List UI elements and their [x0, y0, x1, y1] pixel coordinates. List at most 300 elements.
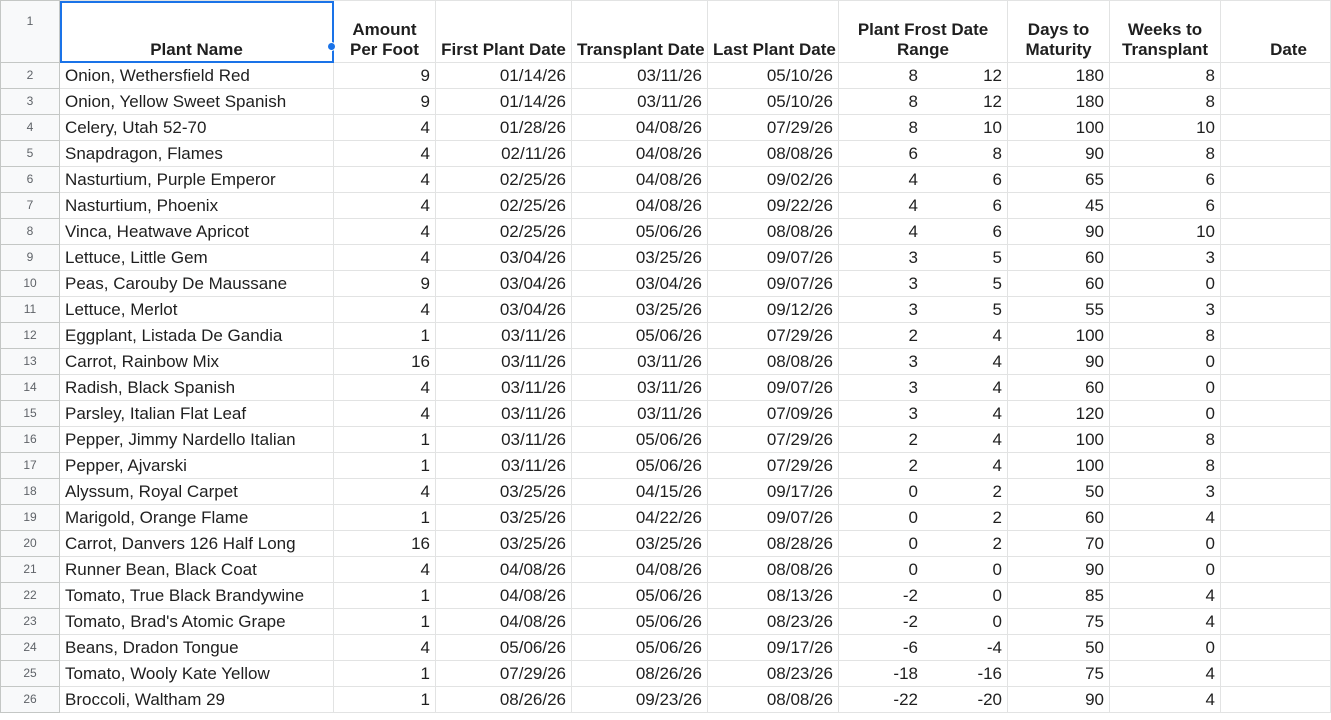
date-cell-empty[interactable]	[1221, 583, 1331, 609]
last-plant-date-cell[interactable]: 09/17/26	[708, 479, 839, 505]
weeks-to-transplant-cell[interactable]: 3	[1110, 479, 1221, 505]
table-row	[1, 115, 1331, 141]
days-to-maturity-cell[interactable]: 100	[1008, 427, 1110, 453]
row-number[interactable]: 19	[1, 505, 60, 531]
weeks-to-transplant-cell[interactable]: 10	[1110, 219, 1221, 245]
days-to-maturity-cell[interactable]: 55	[1008, 297, 1110, 323]
frost-range-end-cell[interactable]: 5	[924, 245, 1008, 271]
last-plant-date-cell[interactable]: 08/08/26	[708, 557, 839, 583]
date-cell-empty[interactable]	[1221, 453, 1331, 479]
frost-range-start-cell[interactable]: 8	[839, 115, 924, 141]
table-row	[1, 375, 1331, 401]
weeks-to-transplant-cell[interactable]: 8	[1110, 89, 1221, 115]
weeks-to-transplant-cell[interactable]: 4	[1110, 687, 1221, 713]
date-cell-empty[interactable]	[1221, 635, 1331, 661]
amount-per-foot-cell[interactable]: 4	[334, 557, 436, 583]
amount-per-foot-cell[interactable]: 4	[334, 479, 436, 505]
plant-name-cell[interactable]: Tomato, Brad's Atomic Grape	[60, 609, 334, 635]
plant-name-cell[interactable]: Radish, Black Spanish	[60, 375, 334, 401]
days-to-maturity-cell[interactable]: 60	[1008, 375, 1110, 401]
amount-per-foot-cell[interactable]: 4	[334, 115, 436, 141]
row-number[interactable]: 24	[1, 635, 60, 661]
row-number[interactable]: 25	[1, 661, 60, 687]
amount-per-foot-cell[interactable]: 4	[334, 141, 436, 167]
last-plant-date-cell[interactable]: 07/29/26	[708, 427, 839, 453]
days-to-maturity-cell[interactable]: 75	[1008, 609, 1110, 635]
transplant-date-cell[interactable]: 04/08/26	[572, 167, 708, 193]
frost-range-end-cell[interactable]: 0	[924, 583, 1008, 609]
weeks-to-transplant-cell[interactable]: 0	[1110, 635, 1221, 661]
frost-range-end-cell[interactable]: -20	[924, 687, 1008, 713]
first-plant-date-cell[interactable]: 01/28/26	[436, 115, 572, 141]
row-number[interactable]: 23	[1, 609, 60, 635]
first-plant-date-cell[interactable]: 02/25/26	[436, 219, 572, 245]
row-number[interactable]: 22	[1, 583, 60, 609]
plant-name-cell[interactable]: Eggplant, Listada De Gandia	[60, 323, 334, 349]
plant-name-cell[interactable]: Alyssum, Royal Carpet	[60, 479, 334, 505]
plant-name-cell[interactable]: Lettuce, Merlot	[60, 297, 334, 323]
plant-name-cell[interactable]: Onion, Yellow Sweet Spanish	[60, 89, 334, 115]
table-row	[1, 193, 1331, 219]
frost-range-end-cell[interactable]: 6	[924, 193, 1008, 219]
header-line: Amount	[352, 20, 417, 39]
transplant-date-cell[interactable]: 05/06/26	[572, 635, 708, 661]
amount-per-foot-cell[interactable]: 1	[334, 453, 436, 479]
amount-per-foot-cell[interactable]: 4	[334, 193, 436, 219]
row-number[interactable]: 15	[1, 401, 60, 427]
amount-per-foot-cell[interactable]: 1	[334, 583, 436, 609]
days-to-maturity-cell[interactable]: 85	[1008, 583, 1110, 609]
frost-range-end-cell[interactable]: 0	[924, 609, 1008, 635]
frost-range-end-cell[interactable]: 4	[924, 401, 1008, 427]
transplant-date-cell[interactable]: 05/06/26	[572, 583, 708, 609]
frost-range-start-cell[interactable]: 4	[839, 167, 924, 193]
days-to-maturity-cell[interactable]: 90	[1008, 141, 1110, 167]
days-to-maturity-cell[interactable]: 100	[1008, 323, 1110, 349]
frost-range-start-cell[interactable]: 6	[839, 141, 924, 167]
first-plant-date-cell[interactable]: 03/11/26	[436, 323, 572, 349]
table-row	[1, 687, 1331, 713]
plant-name-cell[interactable]: Pepper, Ajvarski	[60, 453, 334, 479]
transplant-date-cell[interactable]: 05/06/26	[572, 219, 708, 245]
first-plant-date-cell[interactable]: 04/08/26	[436, 583, 572, 609]
plant-name-cell[interactable]: Tomato, True Black Brandywine	[60, 583, 334, 609]
weeks-to-transplant-cell[interactable]: 3	[1110, 245, 1221, 271]
frost-range-end-cell[interactable]: 10	[924, 115, 1008, 141]
row-number[interactable]: 12	[1, 323, 60, 349]
header-cell-plant-frost-date-range[interactable]	[839, 1, 1008, 63]
amount-per-foot-cell[interactable]: 4	[334, 167, 436, 193]
frost-range-start-cell[interactable]: 2	[839, 427, 924, 453]
row-number[interactable]: 16	[1, 427, 60, 453]
frost-range-start-cell[interactable]: 4	[839, 193, 924, 219]
date-cell-empty[interactable]	[1221, 427, 1331, 453]
weeks-to-transplant-cell[interactable]: 4	[1110, 583, 1221, 609]
frost-range-start-cell[interactable]: 3	[839, 375, 924, 401]
date-cell-empty[interactable]	[1221, 531, 1331, 557]
frost-range-end-cell[interactable]: 5	[924, 297, 1008, 323]
days-to-maturity-cell[interactable]: 90	[1008, 687, 1110, 713]
date-cell-empty[interactable]	[1221, 167, 1331, 193]
frost-range-end-cell[interactable]: 2	[924, 505, 1008, 531]
last-plant-date-cell[interactable]: 09/17/26	[708, 635, 839, 661]
last-plant-date-cell[interactable]: 08/08/26	[708, 219, 839, 245]
days-to-maturity-cell[interactable]: 65	[1008, 167, 1110, 193]
amount-per-foot-cell[interactable]: 4	[334, 297, 436, 323]
first-plant-date-cell[interactable]: 03/11/26	[436, 375, 572, 401]
plant-name-cell[interactable]: Snapdragon, Flames	[60, 141, 334, 167]
plant-name-cell[interactable]: Pepper, Jimmy Nardello Italian	[60, 427, 334, 453]
frost-range-end-cell[interactable]: 4	[924, 323, 1008, 349]
table-row	[1, 63, 1331, 89]
weeks-to-transplant-cell[interactable]: 6	[1110, 167, 1221, 193]
frost-range-start-cell[interactable]: 3	[839, 245, 924, 271]
days-to-maturity-cell[interactable]: 100	[1008, 453, 1110, 479]
frost-range-end-cell[interactable]: -4	[924, 635, 1008, 661]
last-plant-date-cell[interactable]: 09/07/26	[708, 245, 839, 271]
amount-per-foot-cell[interactable]: 1	[334, 661, 436, 687]
table-row	[1, 297, 1331, 323]
last-plant-date-cell[interactable]: 08/08/26	[708, 687, 839, 713]
last-plant-date-cell[interactable]: 07/29/26	[708, 453, 839, 479]
header-cell-last-plant-date[interactable]: Last Plant Date	[708, 1, 839, 63]
row-number[interactable]: 18	[1, 479, 60, 505]
weeks-to-transplant-cell[interactable]: 4	[1110, 505, 1221, 531]
amount-per-foot-cell[interactable]: 1	[334, 323, 436, 349]
frost-range-start-cell[interactable]: -22	[839, 687, 924, 713]
header-cell-first-plant-date[interactable]: First Plant Date	[436, 1, 572, 63]
last-plant-date-cell[interactable]: 07/29/26	[708, 115, 839, 141]
last-plant-date-cell[interactable]: 09/02/26	[708, 167, 839, 193]
last-plant-date-cell[interactable]: 09/22/26	[708, 193, 839, 219]
row-number[interactable]: 3	[1, 89, 60, 115]
weeks-to-transplant-cell[interactable]: 0	[1110, 401, 1221, 427]
first-plant-date-cell[interactable]: 07/29/26	[436, 661, 572, 687]
first-plant-date-cell[interactable]: 03/25/26	[436, 479, 572, 505]
frost-range-start-cell[interactable]: 3	[839, 349, 924, 375]
date-cell-empty[interactable]	[1221, 479, 1331, 505]
first-plant-date-cell[interactable]: 03/04/26	[436, 245, 572, 271]
transplant-date-cell[interactable]: 03/25/26	[572, 245, 708, 271]
last-plant-date-cell[interactable]: 08/08/26	[708, 349, 839, 375]
days-to-maturity-cell[interactable]: 70	[1008, 531, 1110, 557]
frost-range-end-cell[interactable]: 12	[924, 63, 1008, 89]
row-number[interactable]: 6	[1, 167, 60, 193]
amount-per-foot-cell[interactable]: 1	[334, 687, 436, 713]
frost-range-start-cell[interactable]: -2	[839, 583, 924, 609]
frost-range-start-cell[interactable]: 3	[839, 297, 924, 323]
days-to-maturity-cell[interactable]: 90	[1008, 557, 1110, 583]
days-to-maturity-cell[interactable]: 50	[1008, 479, 1110, 505]
weeks-to-transplant-cell[interactable]: 0	[1110, 375, 1221, 401]
row-number[interactable]: 11	[1, 297, 60, 323]
transplant-date-cell[interactable]: 03/11/26	[572, 401, 708, 427]
plant-name-cell[interactable]: Broccoli, Waltham 29	[60, 687, 334, 713]
frost-range-end-cell[interactable]: 4	[924, 453, 1008, 479]
row-number[interactable]: 13	[1, 349, 60, 375]
plant-name-cell[interactable]: Runner Bean, Black Coat	[60, 557, 334, 583]
frost-range-start-cell[interactable]: 2	[839, 453, 924, 479]
row-number[interactable]: 5	[1, 141, 60, 167]
amount-per-foot-cell[interactable]: 4	[334, 635, 436, 661]
days-to-maturity-cell[interactable]: 120	[1008, 401, 1110, 427]
amount-per-foot-cell[interactable]: 16	[334, 349, 436, 375]
header-row	[1, 1, 1331, 63]
first-plant-date-cell[interactable]: 03/11/26	[436, 401, 572, 427]
date-cell-empty[interactable]	[1221, 141, 1331, 167]
plant-name-cell[interactable]: Beans, Dradon Tongue	[60, 635, 334, 661]
plant-name-cell[interactable]: Celery, Utah 52-70	[60, 115, 334, 141]
transplant-date-cell[interactable]: 04/22/26	[572, 505, 708, 531]
frost-range-start-cell[interactable]: -2	[839, 609, 924, 635]
plant-name-cell[interactable]: Peas, Carouby De Maussane	[60, 271, 334, 297]
transplant-date-cell[interactable]: 05/06/26	[572, 453, 708, 479]
row-number[interactable]: 26	[1, 687, 60, 713]
first-plant-date-cell[interactable]: 03/25/26	[436, 531, 572, 557]
first-plant-date-cell[interactable]: 01/14/26	[436, 89, 572, 115]
days-to-maturity-cell[interactable]: 90	[1008, 219, 1110, 245]
row-number[interactable]: 8	[1, 219, 60, 245]
days-to-maturity-cell[interactable]: 180	[1008, 89, 1110, 115]
first-plant-date-cell[interactable]: 03/04/26	[436, 271, 572, 297]
transplant-date-cell[interactable]: 04/08/26	[572, 115, 708, 141]
first-plant-date-cell[interactable]: 02/11/26	[436, 141, 572, 167]
frost-range-end-cell[interactable]: -16	[924, 661, 1008, 687]
weeks-to-transplant-cell[interactable]: 0	[1110, 271, 1221, 297]
amount-per-foot-cell[interactable]: 4	[334, 245, 436, 271]
plant-name-cell[interactable]: Nasturtium, Purple Emperor	[60, 167, 334, 193]
days-to-maturity-cell[interactable]: 60	[1008, 271, 1110, 297]
date-cell-empty[interactable]	[1221, 609, 1331, 635]
header-cell-amount-per-foot[interactable]	[334, 1, 436, 63]
date-cell-empty[interactable]	[1221, 323, 1331, 349]
amount-per-foot-cell[interactable]: 9	[334, 63, 436, 89]
date-cell-empty[interactable]	[1221, 219, 1331, 245]
frost-range-end-cell[interactable]: 2	[924, 531, 1008, 557]
amount-per-foot-cell[interactable]: 9	[334, 89, 436, 115]
frost-range-end-cell[interactable]: 0	[924, 557, 1008, 583]
row-number[interactable]: 9	[1, 245, 60, 271]
first-plant-date-cell[interactable]: 03/11/26	[436, 349, 572, 375]
transplant-date-cell[interactable]: 03/04/26	[572, 271, 708, 297]
weeks-to-transplant-cell[interactable]: 4	[1110, 609, 1221, 635]
first-plant-date-cell[interactable]: 03/11/26	[436, 427, 572, 453]
last-plant-date-cell[interactable]: 08/08/26	[708, 141, 839, 167]
weeks-to-transplant-cell[interactable]: 8	[1110, 453, 1221, 479]
first-plant-date-cell[interactable]: 04/08/26	[436, 557, 572, 583]
frost-range-start-cell[interactable]: 0	[839, 505, 924, 531]
transplant-date-cell[interactable]: 04/08/26	[572, 557, 708, 583]
transplant-date-cell[interactable]: 08/26/26	[572, 661, 708, 687]
days-to-maturity-cell[interactable]: 60	[1008, 245, 1110, 271]
selection-fill-handle[interactable]	[327, 42, 336, 51]
amount-per-foot-cell[interactable]: 9	[334, 271, 436, 297]
days-to-maturity-cell[interactable]: 60	[1008, 505, 1110, 531]
weeks-to-transplant-cell[interactable]: 6	[1110, 193, 1221, 219]
transplant-date-cell[interactable]: 03/11/26	[572, 63, 708, 89]
amount-per-foot-cell[interactable]: 4	[334, 219, 436, 245]
date-cell-empty[interactable]	[1221, 297, 1331, 323]
first-plant-date-cell[interactable]: 02/25/26	[436, 167, 572, 193]
weeks-to-transplant-cell[interactable]: 4	[1110, 661, 1221, 687]
table-row	[1, 479, 1331, 505]
frost-range-end-cell[interactable]: 6	[924, 219, 1008, 245]
last-plant-date-cell[interactable]: 09/07/26	[708, 375, 839, 401]
amount-per-foot-cell[interactable]: 4	[334, 401, 436, 427]
first-plant-date-cell[interactable]: 01/14/26	[436, 63, 572, 89]
days-to-maturity-cell[interactable]: 90	[1008, 349, 1110, 375]
amount-per-foot-cell[interactable]: 1	[334, 505, 436, 531]
days-to-maturity-cell[interactable]: 45	[1008, 193, 1110, 219]
frost-range-end-cell[interactable]: 8	[924, 141, 1008, 167]
date-cell-empty[interactable]	[1221, 245, 1331, 271]
row-number[interactable]: 21	[1, 557, 60, 583]
header-cell-transplant-date[interactable]: Transplant Date	[572, 1, 708, 63]
weeks-to-transplant-cell[interactable]: 10	[1110, 115, 1221, 141]
frost-range-end-cell[interactable]: 12	[924, 89, 1008, 115]
weeks-to-transplant-cell[interactable]: 8	[1110, 323, 1221, 349]
last-plant-date-cell[interactable]: 09/07/26	[708, 505, 839, 531]
table-row	[1, 219, 1331, 245]
plant-name-cell[interactable]: Marigold, Orange Flame	[60, 505, 334, 531]
frost-range-end-cell[interactable]: 4	[924, 427, 1008, 453]
frost-range-end-cell[interactable]: 6	[924, 167, 1008, 193]
date-cell-empty[interactable]	[1221, 193, 1331, 219]
last-plant-date-cell[interactable]: 07/09/26	[708, 401, 839, 427]
frost-range-start-cell[interactable]: 0	[839, 531, 924, 557]
row-number[interactable]: 2	[1, 63, 60, 89]
last-plant-date-cell[interactable]: 09/07/26	[708, 271, 839, 297]
row-number[interactable]: 14	[1, 375, 60, 401]
table-row	[1, 609, 1331, 635]
header-cell-days-to-maturity[interactable]	[1008, 1, 1110, 63]
transplant-date-cell[interactable]: 05/06/26	[572, 323, 708, 349]
date-cell-empty[interactable]	[1221, 63, 1331, 89]
amount-per-foot-cell[interactable]: 1	[334, 427, 436, 453]
frost-range-end-cell[interactable]: 5	[924, 271, 1008, 297]
frost-range-end-cell[interactable]: 4	[924, 349, 1008, 375]
table-row	[1, 141, 1331, 167]
frost-range-end-cell[interactable]: 2	[924, 479, 1008, 505]
transplant-date-cell[interactable]: 05/06/26	[572, 609, 708, 635]
row-number[interactable]: 7	[1, 193, 60, 219]
days-to-maturity-cell[interactable]: 50	[1008, 635, 1110, 661]
amount-per-foot-cell[interactable]: 4	[334, 375, 436, 401]
header-line: Maturity	[1025, 40, 1092, 59]
transplant-date-cell[interactable]: 03/25/26	[572, 531, 708, 557]
transplant-date-cell[interactable]: 04/15/26	[572, 479, 708, 505]
transplant-date-cell[interactable]: 04/08/26	[572, 193, 708, 219]
row-number[interactable]: 10	[1, 271, 60, 297]
first-plant-date-cell[interactable]: 05/06/26	[436, 635, 572, 661]
plant-name-cell[interactable]: Parsley, Italian Flat Leaf	[60, 401, 334, 427]
last-plant-date-cell[interactable]: 08/23/26	[708, 609, 839, 635]
last-plant-date-cell[interactable]: 07/29/26	[708, 323, 839, 349]
row-number[interactable]: 4	[1, 115, 60, 141]
header-cell-date-partial[interactable]: Date	[1221, 1, 1331, 63]
date-cell-empty[interactable]	[1221, 687, 1331, 713]
frost-range-start-cell[interactable]: 4	[839, 219, 924, 245]
date-cell-empty[interactable]	[1221, 89, 1331, 115]
plant-name-cell[interactable]: Vinca, Heatwave Apricot	[60, 219, 334, 245]
weeks-to-transplant-cell[interactable]: 0	[1110, 557, 1221, 583]
last-plant-date-cell[interactable]: 08/23/26	[708, 661, 839, 687]
transplant-date-cell[interactable]: 09/23/26	[572, 687, 708, 713]
weeks-to-transplant-cell[interactable]: 0	[1110, 531, 1221, 557]
date-cell-empty[interactable]	[1221, 401, 1331, 427]
date-cell-empty[interactable]	[1221, 349, 1331, 375]
first-plant-date-cell[interactable]: 03/04/26	[436, 297, 572, 323]
date-cell-empty[interactable]	[1221, 375, 1331, 401]
date-cell-empty[interactable]	[1221, 271, 1331, 297]
header-cell-weeks-to-transplant[interactable]	[1110, 1, 1221, 63]
table-row	[1, 661, 1331, 687]
days-to-maturity-cell[interactable]: 100	[1008, 115, 1110, 141]
last-plant-date-cell[interactable]: 05/10/26	[708, 63, 839, 89]
last-plant-date-cell[interactable]: 09/12/26	[708, 297, 839, 323]
date-cell-empty[interactable]	[1221, 661, 1331, 687]
plant-name-cell[interactable]: Tomato, Wooly Kate Yellow	[60, 661, 334, 687]
frost-range-start-cell[interactable]: 0	[839, 557, 924, 583]
plant-name-cell[interactable]: Carrot, Danvers 126 Half Long	[60, 531, 334, 557]
plant-name-cell[interactable]: Onion, Wethersfield Red	[60, 63, 334, 89]
frost-range-start-cell[interactable]: 3	[839, 401, 924, 427]
weeks-to-transplant-cell[interactable]: 8	[1110, 427, 1221, 453]
frost-range-start-cell[interactable]: -6	[839, 635, 924, 661]
transplant-date-cell[interactable]: 03/11/26	[572, 349, 708, 375]
frost-range-start-cell[interactable]: -18	[839, 661, 924, 687]
weeks-to-transplant-cell[interactable]: 0	[1110, 349, 1221, 375]
frost-range-start-cell[interactable]: 8	[839, 63, 924, 89]
days-to-maturity-cell[interactable]: 180	[1008, 63, 1110, 89]
weeks-to-transplant-cell[interactable]: 3	[1110, 297, 1221, 323]
transplant-date-cell[interactable]: 03/11/26	[572, 375, 708, 401]
weeks-to-transplant-cell[interactable]: 8	[1110, 141, 1221, 167]
date-cell-empty[interactable]	[1221, 505, 1331, 531]
plant-name-cell[interactable]: Carrot, Rainbow Mix	[60, 349, 334, 375]
first-plant-date-cell[interactable]: 04/08/26	[436, 609, 572, 635]
plant-name-cell[interactable]: Lettuce, Little Gem	[60, 245, 334, 271]
transplant-date-cell[interactable]: 03/25/26	[572, 297, 708, 323]
row-number[interactable]: 17	[1, 453, 60, 479]
first-plant-date-cell[interactable]: 08/26/26	[436, 687, 572, 713]
row-number[interactable]: 20	[1, 531, 60, 557]
first-plant-date-cell[interactable]: 03/11/26	[436, 453, 572, 479]
last-plant-date-cell[interactable]: 05/10/26	[708, 89, 839, 115]
header-cell-plant-name[interactable]: Plant Name	[60, 1, 334, 63]
last-plant-date-cell[interactable]: 08/28/26	[708, 531, 839, 557]
first-plant-date-cell[interactable]: 03/25/26	[436, 505, 572, 531]
frost-range-start-cell[interactable]: 0	[839, 479, 924, 505]
frost-range-start-cell[interactable]: 8	[839, 89, 924, 115]
weeks-to-transplant-cell[interactable]: 8	[1110, 63, 1221, 89]
transplant-date-cell[interactable]: 04/08/26	[572, 141, 708, 167]
row-number[interactable]: 1	[1, 1, 60, 63]
first-plant-date-cell[interactable]: 02/25/26	[436, 193, 572, 219]
date-cell-empty[interactable]	[1221, 557, 1331, 583]
transplant-date-cell[interactable]: 03/11/26	[572, 89, 708, 115]
days-to-maturity-cell[interactable]: 75	[1008, 661, 1110, 687]
frost-range-start-cell[interactable]: 3	[839, 271, 924, 297]
frost-range-start-cell[interactable]: 2	[839, 323, 924, 349]
frost-range-end-cell[interactable]: 4	[924, 375, 1008, 401]
plant-name-cell[interactable]: Nasturtium, Phoenix	[60, 193, 334, 219]
amount-per-foot-cell[interactable]: 1	[334, 609, 436, 635]
transplant-date-cell[interactable]: 05/06/26	[572, 427, 708, 453]
amount-per-foot-cell[interactable]: 16	[334, 531, 436, 557]
last-plant-date-cell[interactable]: 08/13/26	[708, 583, 839, 609]
date-cell-empty[interactable]	[1221, 115, 1331, 141]
